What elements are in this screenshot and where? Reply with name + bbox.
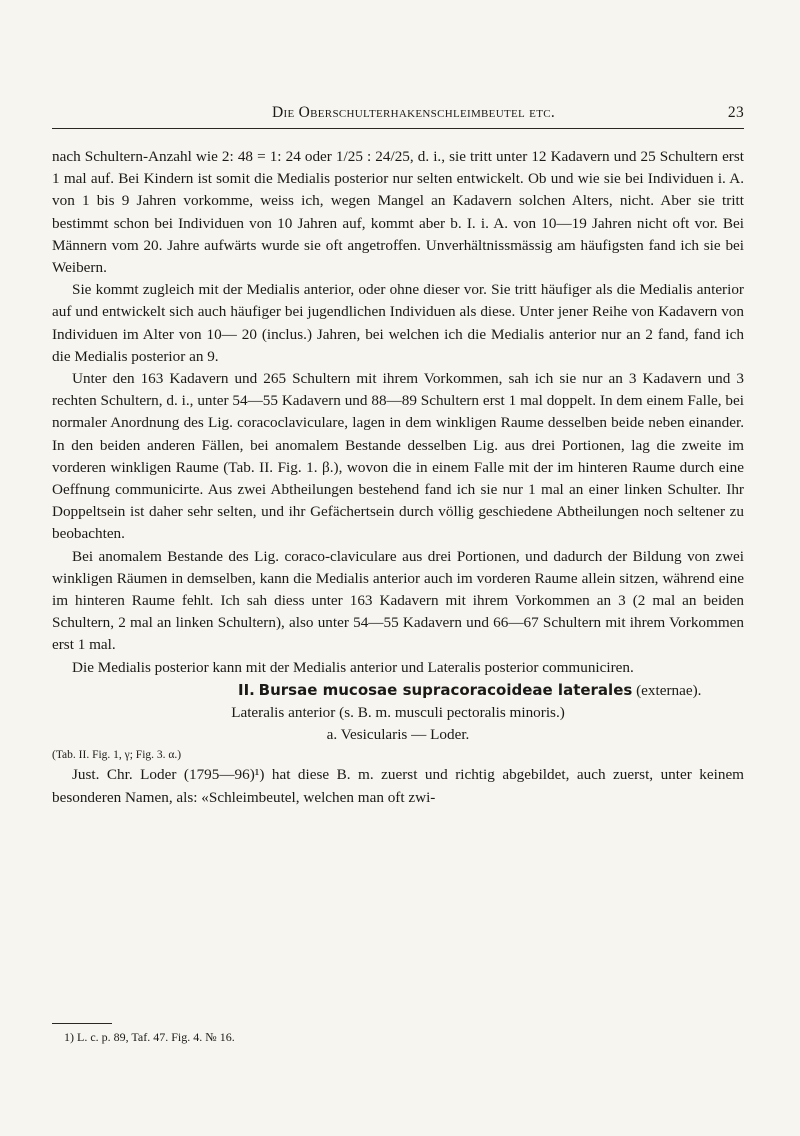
section-heading-number: II. — [238, 680, 255, 699]
running-head — [52, 104, 744, 128]
paragraph-4: Bei anomalem Bestande des Lig. coraco-claviculare aus drei Portionen, und dadurch der Bildung von zwei winkligen Räumen in demselben, kann die Medialis anterior auch im vorderen Raume allein sitzen, während eine im hinteren Raume fehlt. Ich sah diess unter 163 Kadavern mit ihrem Vorkommen an 3 (2 mal an beiden Schultern, 2 mal an linken Schultern), also unter 54—55 Kadavern und 66—67 Schultern mit ihrem Vorkommen erst 1 mal. — [52, 547, 744, 654]
body-text — [52, 146, 744, 809]
paragraph-3: Unter den 163 Kadavern und 265 Schultern mit ihrem Vorkommen, sah ich sie nur an 3 Kadavern und 3 rechten Schultern, d. i., unter 54—55 Kadavern und 88—89 Schultern erst 1 mal doppelt. In dem einem Falle, bei normaler Anordnung des Lig. coracoclaviculare, lagen in dem winkligen Raume desselben beide neben einander. In den beiden anderen Fällen, bei anomalem Bestande desselben Lig. aus drei Portionen, lag die zweite im vorderen winkligen Raume (Tab. II. Fig. 1. β.), wovon die in einem Falle mit der im hinteren Raume durch eine Oeffnung communicirte. Aus zwei Abtheilungen bestehend fand ich sie nur 1 mal an einer linken Schulter. Ihr Doppeltsein ist daher sehr selten, und ihr Gefächertsein durch völlig geschiedene Abtheilungen noch seltener zu beobachten. — [52, 370, 744, 543]
paragraph-5: Die Medialis posterior kann mit der Medialis anterior und Lateralis posterior communiciren. — [72, 658, 634, 676]
section-heading — [52, 679, 744, 702]
paragraph-2: Sie kommt zugleich mit der Medialis anterior, oder ohne dieser vor. Sie tritt häufiger als die Medialis anterior auf und entwickelt sich auch häufiger bei jugendlichen Individuen als diese. Unter jener Reihe von Kadavern von Individuen im Alter von 10— 20 (inclus.) Jahren, bei welchen ich die Medialis anterior nur an 2 fand, fand ich die Medialis posterior an 9. — [52, 281, 744, 365]
page-number: 23 — [727, 104, 744, 121]
running-title: Die Oberschulterhakenschleimbeutel etc. — [272, 104, 556, 121]
tab-reference: (Tab. II. Fig. 1, γ; Fig. 3. α.) — [52, 749, 182, 762]
item-a: a. Vesicularis — Loder. — [326, 726, 470, 744]
section-heading-title: Bursae mucosae supracoracoideae laterales — [258, 680, 633, 699]
paragraph-1: nach Schultern-Anzahl wie 2: 48 = 1: 24 oder 1/25 : 24/25, d. i., sie tritt unter 12 Kadavern und 25 Schultern erst 1 mal auf. Bei Kindern ist somit die Medialis posterior nur selten entwickelt. Ob und wie sie bei Individuen i. A. von 1 bis 9 Jahren vorkomme, weiss ich, wegen Mangel an Kadavern solchen Alters, nicht. Aber sie tritt bestimmt schon bei Individuen von 10 Jahren auf, kommt aber b. I. i. A. von 10—19 Jahren nicht oft vor. Bei Männern vom 20. Jahre aufwärts wurde sie oft angetroffen. Unverhältnissmässig am häufigsten fand ich sie bei Weibern. — [52, 148, 744, 277]
subheading: Lateralis anterior (s. B. m. musculi pectoralis minoris.) — [231, 704, 565, 722]
paragraph-6: Just. Chr. Loder (1795—96)¹) hat diese B. m. zuerst und richtig abgebildet, auch zuerst, unter keinem besonderen Namen, als: «Schleimbeutel, welchen man oft zwi- — [52, 766, 744, 806]
section-heading-suffix: (externae). — [636, 681, 702, 699]
footnote-rule — [52, 1023, 112, 1024]
footnote: 1) L. c. p. 89, Taf. 47. Fig. 4. № 16. — [64, 1030, 235, 1044]
header-rule — [52, 128, 744, 129]
